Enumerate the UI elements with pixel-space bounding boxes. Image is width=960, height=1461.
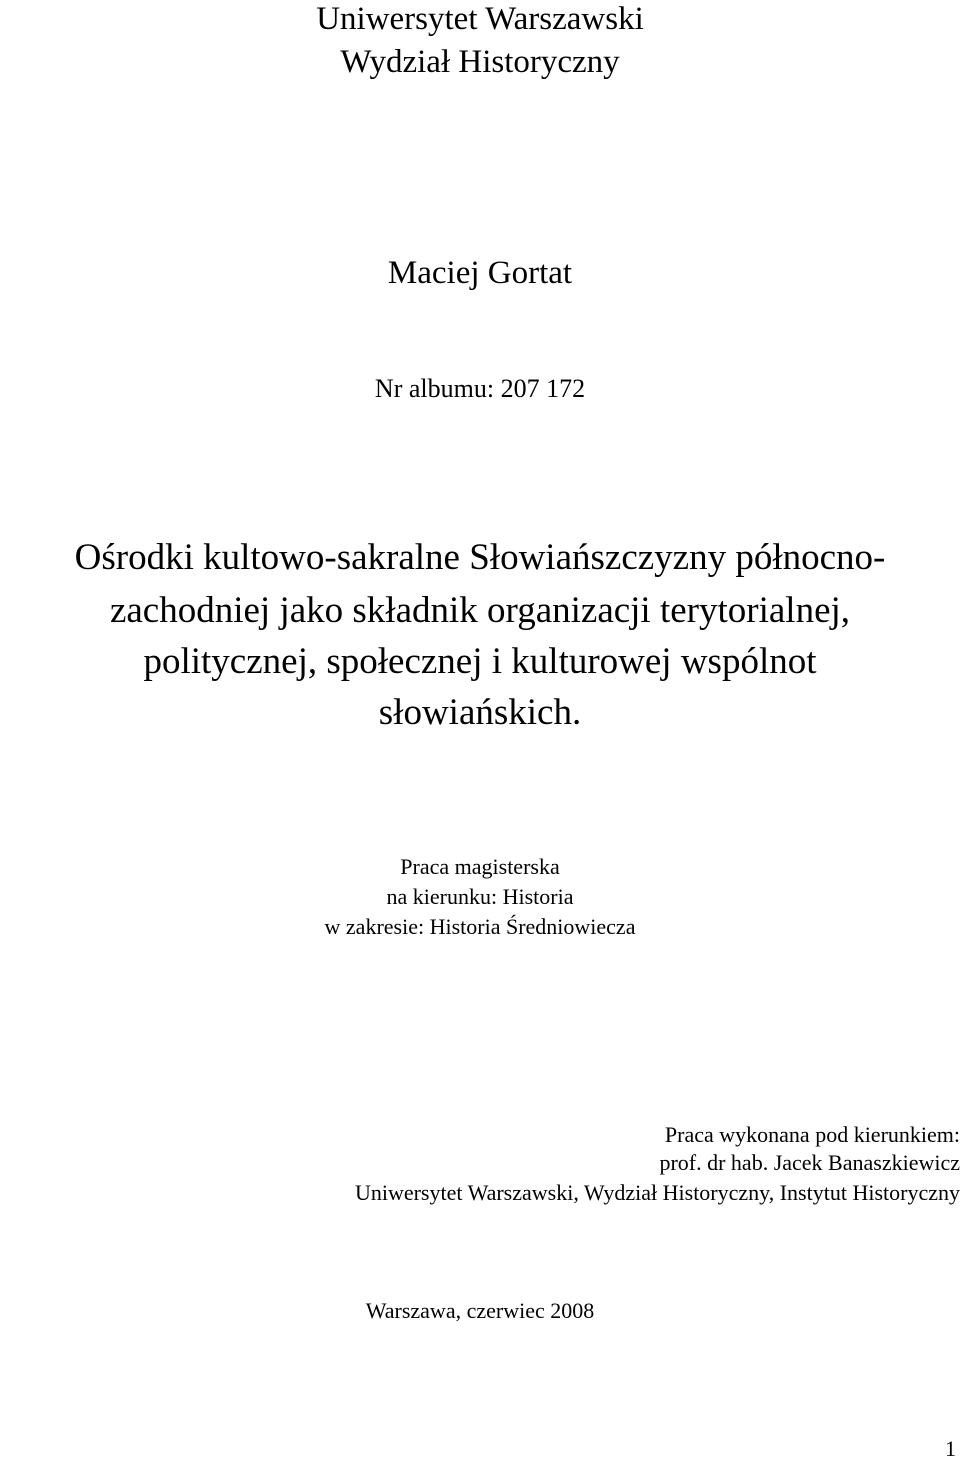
page-number: 1 bbox=[945, 1436, 956, 1461]
thesis-title-line: zachodniej jako składnik organizacji terytorialnej, bbox=[109, 590, 851, 631]
thesis-type: Praca magisterska bbox=[400, 854, 560, 879]
university-name: Uniwersytet Warszawski bbox=[316, 1, 644, 37]
thesis-title-line: słowiańskich. bbox=[378, 692, 582, 733]
thesis-scope: w zakresie: Historia Średniowiecza bbox=[324, 914, 636, 939]
supervision-label: Praca wykonana pod kierunkiem: bbox=[664, 1122, 960, 1147]
thesis-field: na kierunku: Historia bbox=[386, 884, 574, 909]
thesis-title-line: politycznej, społecznej i kulturowej wspólnot bbox=[143, 641, 817, 682]
album-number: Nr albumu: 207 172 bbox=[374, 374, 586, 403]
thesis-title-line: Ośrodki kultowo-sakralne Słowiańszczyzny północno- bbox=[74, 537, 886, 578]
faculty-name: Wydział Historyczny bbox=[340, 44, 620, 80]
place-date: Warszawa, czerwiec 2008 bbox=[365, 1298, 595, 1323]
supervisor-affiliation: Uniwersytet Warszawski, Wydział Historyczny, Instytut Historyczny bbox=[354, 1180, 960, 1205]
author-name: Maciej Gortat bbox=[387, 255, 573, 291]
supervisor-name: prof. dr hab. Jacek Banaszkiewicz bbox=[659, 1150, 960, 1175]
